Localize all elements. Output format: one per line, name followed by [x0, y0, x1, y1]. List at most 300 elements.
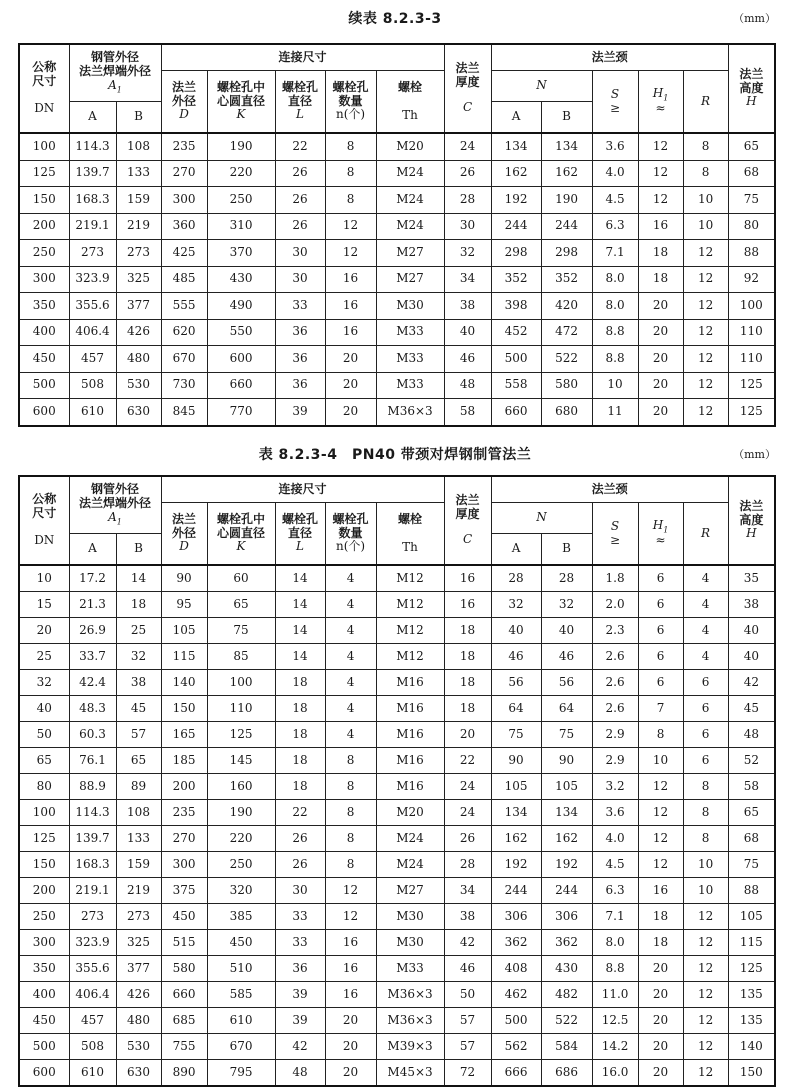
header-label [326, 513, 376, 554]
header-neck-n-b: B [541, 102, 592, 134]
cell-bolt-circle-k: 125 [207, 722, 275, 748]
cell-neck-h1: 20 [638, 1008, 683, 1034]
cell-neck-s: 4.5 [592, 852, 638, 878]
cell-thickness-c: 22 [444, 748, 491, 774]
cell-neck-r: 10 [683, 878, 728, 904]
header-text: D [179, 107, 189, 122]
cell-bolt-circle-k: 110 [207, 696, 275, 722]
cell-neck-s: 2.9 [592, 748, 638, 774]
cell-pipe-od-b: 273 [116, 904, 161, 930]
header-text: n(个) [335, 107, 366, 122]
header-text: L [296, 107, 304, 122]
header-neck-n: N [491, 503, 592, 534]
cell-thickness-c: 30 [444, 213, 491, 240]
cell-pipe-od-b: 530 [116, 1034, 161, 1060]
cell-flange-od-d: 685 [161, 1008, 207, 1034]
cell-flange-od-d: 140 [161, 670, 207, 696]
cell-flange-height-h: 110 [728, 346, 775, 373]
cell-dn: 250 [19, 904, 69, 930]
table-row [19, 800, 775, 826]
cell-flange-od-d: 360 [161, 213, 207, 240]
header-text: 1 [116, 85, 122, 95]
cell-bolt-hole-l: 36 [275, 319, 325, 346]
cell-thickness-c: 46 [444, 346, 491, 373]
header-neck-r: R [683, 503, 728, 566]
header-nominal-size [19, 476, 69, 565]
cell-pipe-od-b: 426 [116, 982, 161, 1008]
cell-bolt-th: M39×3 [376, 1034, 444, 1060]
cell-neck-h1: 10 [638, 748, 683, 774]
cell-pipe-od-b: 630 [116, 399, 161, 426]
header-text: 螺栓 [398, 79, 423, 94]
header-label [593, 88, 638, 116]
header-text: 螺栓 [398, 511, 423, 526]
cell-neck-h1: 6 [638, 644, 683, 670]
cell-neck-n-b: 134 [541, 133, 592, 160]
cell-thickness-c: 57 [444, 1008, 491, 1034]
cell-thickness-c: 28 [444, 852, 491, 878]
cell-neck-n-a: 398 [491, 293, 541, 320]
header-bolt-hole-count [325, 71, 376, 134]
cell-dn: 65 [19, 748, 69, 774]
cell-neck-n-a: 105 [491, 774, 541, 800]
cell-bolt-th: M33 [376, 372, 444, 399]
cell-bolt-th: M12 [376, 618, 444, 644]
cell-bolt-circle-k: 370 [207, 240, 275, 267]
cell-pipe-od-a: 168.3 [69, 852, 116, 878]
cell-bolt-hole-l: 30 [275, 878, 325, 904]
cell-neck-n-a: 462 [491, 982, 541, 1008]
header-neck-n-a: A [491, 102, 541, 134]
cell-bolt-count-n: 8 [325, 852, 376, 878]
header-text: ≥ [610, 100, 621, 115]
cell-neck-n-b: 28 [541, 565, 592, 592]
cell-dn: 10 [19, 565, 69, 592]
header-text: 尺寸 [32, 505, 57, 520]
cell-neck-n-b: 420 [541, 293, 592, 320]
cell-pipe-od-a: 323.9 [69, 266, 116, 293]
header-text: D [179, 539, 189, 554]
cell-dn: 400 [19, 319, 69, 346]
cell-flange-height-h: 75 [728, 852, 775, 878]
cell-flange-od-d: 515 [161, 930, 207, 956]
cell-neck-n-a: 192 [491, 852, 541, 878]
cell-bolt-hole-l: 33 [275, 930, 325, 956]
cell-thickness-c: 50 [444, 982, 491, 1008]
cell-thickness-c: 28 [444, 187, 491, 214]
header-text: 法兰 [172, 511, 197, 526]
cell-pipe-od-a: 457 [69, 1008, 116, 1034]
cell-dn: 100 [19, 133, 69, 160]
cell-neck-n-a: 40 [491, 618, 541, 644]
header-text: Th [402, 107, 418, 122]
header-pipe-od-b: B [116, 102, 161, 134]
cell-neck-n-a: 192 [491, 187, 541, 214]
cell-neck-n-b: 298 [541, 240, 592, 267]
cell-pipe-od-b: 273 [116, 240, 161, 267]
cell-bolt-th: M16 [376, 696, 444, 722]
cell-flange-od-d: 555 [161, 293, 207, 320]
header-text [639, 519, 683, 535]
cell-bolt-hole-l: 18 [275, 722, 325, 748]
cell-pipe-od-a: 508 [69, 1034, 116, 1060]
cell-neck-r: 8 [683, 160, 728, 187]
cell-flange-od-d: 730 [161, 372, 207, 399]
cell-neck-r: 12 [683, 372, 728, 399]
cell-pipe-od-a: 323.9 [69, 930, 116, 956]
cell-bolt-count-n: 8 [325, 187, 376, 214]
cell-neck-s: 12.5 [592, 1008, 638, 1034]
cell-bolt-circle-k: 160 [207, 774, 275, 800]
cell-dn: 150 [19, 187, 69, 214]
cell-bolt-th: M27 [376, 240, 444, 267]
cell-thickness-c: 46 [444, 956, 491, 982]
cell-flange-od-d: 235 [161, 800, 207, 826]
cell-neck-n-a: 32 [491, 592, 541, 618]
cell-pipe-od-a: 60.3 [69, 722, 116, 748]
header-label [208, 81, 275, 122]
cell-flange-height-h: 75 [728, 187, 775, 214]
cell-pipe-od-b: 14 [116, 565, 161, 592]
header-text: 1 [663, 93, 669, 103]
cell-thickness-c: 26 [444, 160, 491, 187]
cell-neck-r: 10 [683, 213, 728, 240]
cell-bolt-count-n: 16 [325, 982, 376, 1008]
table-row [19, 852, 775, 878]
header-text: H [746, 526, 757, 541]
cell-bolt-count-n: 8 [325, 774, 376, 800]
header-label [377, 513, 444, 555]
header-text: ≈ [655, 101, 666, 116]
cell-bolt-count-n: 8 [325, 748, 376, 774]
table-row [19, 399, 775, 426]
cell-dn: 100 [19, 800, 69, 826]
header-label [162, 513, 207, 554]
header-text: 螺栓孔 [282, 79, 319, 94]
header-text: 法兰 [455, 492, 480, 507]
table-row [19, 826, 775, 852]
cell-neck-s: 2.6 [592, 670, 638, 696]
header-bolt-hole-diameter [275, 503, 325, 566]
cell-pipe-od-a: 168.3 [69, 187, 116, 214]
cell-neck-s: 3.6 [592, 133, 638, 160]
header-text [639, 87, 683, 103]
cell-pipe-od-b: 57 [116, 722, 161, 748]
cell-neck-n-a: 162 [491, 826, 541, 852]
header-label [208, 513, 275, 554]
cell-dn: 200 [19, 878, 69, 904]
cell-bolt-circle-k: 490 [207, 293, 275, 320]
cell-bolt-hole-l: 14 [275, 592, 325, 618]
header-text: DN [34, 533, 55, 548]
cell-flange-od-d: 105 [161, 618, 207, 644]
table-row [19, 774, 775, 800]
cell-pipe-od-b: 480 [116, 346, 161, 373]
cell-neck-r: 12 [683, 982, 728, 1008]
header-text: 厚度 [455, 74, 480, 89]
cell-pipe-od-a: 273 [69, 904, 116, 930]
cell-neck-n-a: 660 [491, 399, 541, 426]
cell-neck-s: 8.8 [592, 346, 638, 373]
cell-neck-n-b: 32 [541, 592, 592, 618]
cell-flange-height-h: 80 [728, 213, 775, 240]
cell-flange-od-d: 270 [161, 826, 207, 852]
cell-neck-n-a: 562 [491, 1034, 541, 1060]
header-text: 公称 [32, 59, 57, 74]
cell-neck-n-a: 162 [491, 160, 541, 187]
header-neck-h1 [638, 503, 683, 566]
cell-neck-r: 12 [683, 956, 728, 982]
header-label [276, 81, 325, 122]
header-neck-s [592, 71, 638, 134]
cell-neck-r: 12 [683, 266, 728, 293]
header-text: 螺栓孔 [282, 511, 319, 526]
cell-pipe-od-b: 89 [116, 774, 161, 800]
cell-dn: 450 [19, 346, 69, 373]
cell-bolt-th: M33 [376, 346, 444, 373]
cell-neck-s: 7.1 [592, 240, 638, 267]
cell-neck-n-b: 680 [541, 399, 592, 426]
cell-neck-n-b: 430 [541, 956, 592, 982]
cell-flange-od-d: 845 [161, 399, 207, 426]
header-text: 外径 [172, 93, 197, 108]
cell-pipe-od-b: 133 [116, 826, 161, 852]
cell-thickness-c: 16 [444, 592, 491, 618]
cell-neck-s: 4.0 [592, 160, 638, 187]
cell-bolt-circle-k: 75 [207, 618, 275, 644]
cell-neck-r: 8 [683, 826, 728, 852]
cell-thickness-c: 24 [444, 774, 491, 800]
cell-bolt-th: M12 [376, 644, 444, 670]
table-row [19, 266, 775, 293]
cell-dn: 600 [19, 399, 69, 426]
cell-flange-od-d: 115 [161, 644, 207, 670]
cell-bolt-hole-l: 26 [275, 160, 325, 187]
header-flange-od [161, 503, 207, 566]
cell-neck-n-b: 46 [541, 644, 592, 670]
cell-pipe-od-a: 42.4 [69, 670, 116, 696]
cell-neck-r: 12 [683, 240, 728, 267]
cell-neck-h1: 6 [638, 565, 683, 592]
cell-neck-s: 10 [592, 372, 638, 399]
cell-neck-r: 12 [683, 904, 728, 930]
header-flange-height [728, 44, 775, 133]
cell-bolt-count-n: 8 [325, 826, 376, 852]
cell-bolt-hole-l: 39 [275, 399, 325, 426]
cell-flange-height-h: 125 [728, 956, 775, 982]
cell-pipe-od-a: 139.7 [69, 826, 116, 852]
cell-bolt-count-n: 4 [325, 670, 376, 696]
cell-neck-h1: 12 [638, 774, 683, 800]
cell-neck-h1: 6 [638, 670, 683, 696]
cell-neck-s: 8.0 [592, 266, 638, 293]
cell-neck-h1: 20 [638, 982, 683, 1008]
cell-neck-n-b: 105 [541, 774, 592, 800]
cell-pipe-od-a: 610 [69, 399, 116, 426]
cell-neck-h1: 18 [638, 266, 683, 293]
header-text: 钢管外径 [91, 482, 140, 497]
cell-neck-n-a: 500 [491, 346, 541, 373]
header-flange-neck: 法兰颈 [491, 476, 728, 503]
header-text: S [610, 518, 620, 533]
cell-neck-h1: 6 [638, 592, 683, 618]
header-label [729, 500, 775, 541]
header-label [593, 520, 638, 548]
cell-neck-n-b: 686 [541, 1060, 592, 1087]
cell-neck-h1: 18 [638, 904, 683, 930]
cell-bolt-circle-k: 610 [207, 1008, 275, 1034]
cell-pipe-od-b: 426 [116, 319, 161, 346]
cell-dn: 40 [19, 696, 69, 722]
cell-bolt-hole-l: 42 [275, 1034, 325, 1060]
cell-neck-n-b: 56 [541, 670, 592, 696]
cell-bolt-hole-l: 26 [275, 213, 325, 240]
header-text: 1 [116, 517, 122, 527]
cell-flange-height-h: 35 [728, 565, 775, 592]
cell-flange-height-h: 150 [728, 1060, 775, 1087]
cell-neck-n-b: 522 [541, 1008, 592, 1034]
header-text: 螺栓孔中 [217, 79, 266, 94]
cell-flange-od-d: 450 [161, 904, 207, 930]
cell-pipe-od-a: 406.4 [69, 319, 116, 346]
cell-neck-n-a: 56 [491, 670, 541, 696]
table-row [19, 565, 775, 592]
cell-dn: 80 [19, 774, 69, 800]
cell-neck-n-b: 584 [541, 1034, 592, 1060]
header-label [639, 519, 683, 548]
cell-bolt-hole-l: 36 [275, 956, 325, 982]
cell-thickness-c: 26 [444, 826, 491, 852]
cell-bolt-count-n: 16 [325, 319, 376, 346]
cell-neck-n-a: 64 [491, 696, 541, 722]
cell-thickness-c: 20 [444, 722, 491, 748]
cell-neck-n-a: 244 [491, 213, 541, 240]
cell-neck-r: 12 [683, 1060, 728, 1087]
header-text: 1 [663, 525, 669, 535]
cell-pipe-od-a: 17.2 [69, 565, 116, 592]
header-label [377, 81, 444, 123]
header-text: Th [402, 539, 418, 554]
cell-flange-od-d: 620 [161, 319, 207, 346]
cell-bolt-circle-k: 65 [207, 592, 275, 618]
cell-dn: 350 [19, 293, 69, 320]
cell-neck-s: 2.6 [592, 696, 638, 722]
header-bolt-hole-count [325, 503, 376, 566]
header-pipe-od [69, 476, 161, 534]
table-row [19, 670, 775, 696]
header-label [20, 61, 69, 116]
cell-bolt-th: M20 [376, 133, 444, 160]
cell-pipe-od-b: 108 [116, 133, 161, 160]
cell-dn: 400 [19, 982, 69, 1008]
header-pipe-od-a: A [69, 534, 116, 566]
cell-flange-height-h: 88 [728, 240, 775, 267]
cell-bolt-circle-k: 220 [207, 160, 275, 187]
header-text: 法兰 [172, 79, 197, 94]
header-row [19, 44, 775, 71]
cell-bolt-th: M24 [376, 160, 444, 187]
cell-neck-s: 4.0 [592, 826, 638, 852]
cell-bolt-count-n: 8 [325, 800, 376, 826]
cell-bolt-count-n: 20 [325, 372, 376, 399]
cell-flange-od-d: 90 [161, 565, 207, 592]
table2-unit: （mm） [733, 448, 776, 461]
cell-flange-height-h: 38 [728, 592, 775, 618]
cell-thickness-c: 34 [444, 878, 491, 904]
cell-dn: 50 [19, 722, 69, 748]
cell-neck-n-b: 522 [541, 346, 592, 373]
cell-bolt-th: M36×3 [376, 399, 444, 426]
cell-pipe-od-b: 377 [116, 956, 161, 982]
cell-flange-od-d: 890 [161, 1060, 207, 1087]
cell-neck-n-a: 134 [491, 800, 541, 826]
table-row [19, 982, 775, 1008]
cell-bolt-count-n: 4 [325, 696, 376, 722]
cell-flange-height-h: 52 [728, 748, 775, 774]
cell-bolt-th: M16 [376, 670, 444, 696]
cell-pipe-od-a: 26.9 [69, 618, 116, 644]
cell-bolt-hole-l: 33 [275, 904, 325, 930]
cell-neck-h1: 12 [638, 800, 683, 826]
cell-flange-height-h: 105 [728, 904, 775, 930]
header-pipe-od-a: A [69, 102, 116, 134]
header-neck-h1 [638, 71, 683, 134]
cell-dn: 125 [19, 160, 69, 187]
cell-neck-n-b: 134 [541, 800, 592, 826]
cell-neck-n-a: 75 [491, 722, 541, 748]
header-text: K [236, 107, 246, 122]
cell-bolt-count-n: 16 [325, 293, 376, 320]
header-neck-n-b: B [541, 534, 592, 566]
cell-bolt-th: M24 [376, 826, 444, 852]
header-neck-n: N [491, 71, 592, 102]
header-text: 高度 [739, 512, 764, 527]
table-row [19, 372, 775, 399]
header-text: 公称 [32, 491, 57, 506]
cell-bolt-th: M30 [376, 930, 444, 956]
cell-bolt-circle-k: 310 [207, 213, 275, 240]
cell-neck-h1: 20 [638, 1034, 683, 1060]
cell-flange-od-d: 485 [161, 266, 207, 293]
cell-neck-n-a: 28 [491, 565, 541, 592]
cell-neck-s: 2.3 [592, 618, 638, 644]
header-text: 钢管外径 [91, 50, 140, 65]
cell-bolt-hole-l: 18 [275, 748, 325, 774]
cell-neck-n-b: 75 [541, 722, 592, 748]
header-text: H [746, 94, 757, 109]
cell-neck-n-b: 64 [541, 696, 592, 722]
cell-flange-height-h: 65 [728, 800, 775, 826]
cell-neck-r: 10 [683, 187, 728, 214]
cell-neck-n-b: 90 [541, 748, 592, 774]
cell-neck-s: 16.0 [592, 1060, 638, 1087]
table1-body [19, 133, 775, 426]
cell-bolt-th: M24 [376, 213, 444, 240]
cell-pipe-od-b: 32 [116, 644, 161, 670]
cell-pipe-od-a: 48.3 [69, 696, 116, 722]
header-text: 螺栓孔 [332, 511, 369, 526]
cell-bolt-hole-l: 26 [275, 852, 325, 878]
cell-bolt-circle-k: 550 [207, 319, 275, 346]
cell-neck-r: 12 [683, 399, 728, 426]
table-row [19, 1034, 775, 1060]
cell-pipe-od-b: 325 [116, 266, 161, 293]
cell-neck-h1: 16 [638, 878, 683, 904]
header-text: 直径 [288, 93, 313, 108]
cell-neck-n-a: 558 [491, 372, 541, 399]
cell-neck-n-a: 134 [491, 133, 541, 160]
cell-flange-od-d: 150 [161, 696, 207, 722]
